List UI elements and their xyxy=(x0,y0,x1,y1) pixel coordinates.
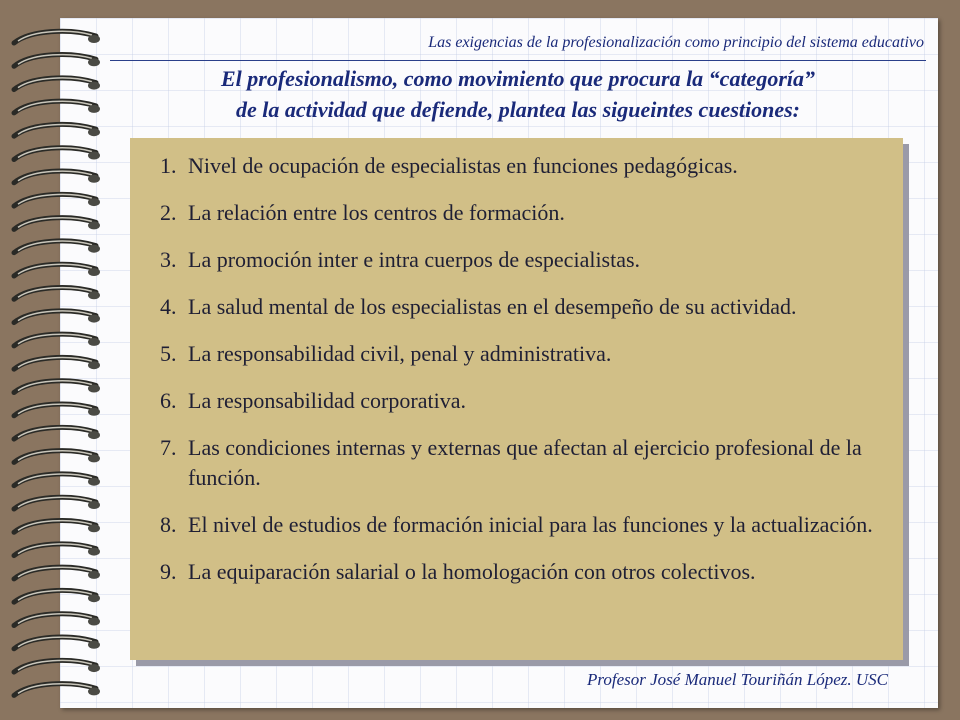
binding-hole xyxy=(88,664,100,672)
binding-hole xyxy=(88,687,100,695)
list-item xyxy=(160,510,900,540)
slide-title-line-2: de la actividad que defiende, plantea las sigueintes cuestiones: xyxy=(235,97,800,122)
binding-hole xyxy=(88,431,100,439)
binding-hole xyxy=(88,152,100,160)
list-item xyxy=(160,198,900,228)
list-item-number: 7. xyxy=(160,435,177,460)
author-footer: Profesor José Manuel Touriñán López. USC xyxy=(587,670,888,689)
list-item xyxy=(160,151,900,181)
binding-hole xyxy=(88,385,100,393)
binding-hole xyxy=(88,408,100,416)
binding-hole xyxy=(88,221,100,229)
binding-hole xyxy=(88,571,100,579)
list-item-text: La relación entre los centros de formación. xyxy=(188,200,565,225)
binding-hole xyxy=(88,524,100,532)
list-item-text: La responsabilidad corporativa. xyxy=(188,388,466,413)
binding-hole xyxy=(88,594,100,602)
list-item-number: 2. xyxy=(160,200,177,225)
binding-hole xyxy=(88,501,100,509)
list-item-text: La equiparación salarial o la homologación con otros colectivos. xyxy=(188,559,756,584)
binding-hole xyxy=(88,315,100,323)
list-item-number: 3. xyxy=(160,247,177,272)
list-item-text: Nivel de ocupación de especialistas en funciones pedagógicas. xyxy=(188,153,738,178)
list-item-number: 8. xyxy=(160,512,177,537)
binding-hole xyxy=(88,245,100,253)
list-item xyxy=(160,386,900,416)
list-item xyxy=(160,245,900,275)
binding-hole xyxy=(88,454,100,462)
binding-hole xyxy=(88,291,100,299)
binding-hole xyxy=(88,618,100,626)
list-item-number: 6. xyxy=(160,388,177,413)
binding-hole xyxy=(88,82,100,90)
binding-hole xyxy=(88,198,100,206)
binding-hole xyxy=(88,175,100,183)
binding-hole xyxy=(88,128,100,136)
list-item xyxy=(160,433,900,493)
binding-hole xyxy=(88,105,100,113)
list-item-text: Las condiciones internas y externas que afectan al ejercicio profesional de la función. xyxy=(188,435,862,490)
list-item-text: La promoción inter e intra cuerpos de especialistas. xyxy=(188,247,641,272)
list-item-number: 1. xyxy=(160,153,177,178)
binding-hole xyxy=(88,548,100,556)
binding-hole xyxy=(88,338,100,346)
binding-hole xyxy=(88,268,100,276)
list-item-number: 4. xyxy=(160,294,177,319)
list-item-text: La responsabilidad civil, penal y administrativa. xyxy=(188,341,612,366)
list-item-number: 9. xyxy=(160,559,177,584)
issues-list xyxy=(160,151,900,604)
binding-hole xyxy=(88,361,100,369)
binding-hole xyxy=(88,58,100,66)
list-item xyxy=(160,292,900,322)
slide-title-line-1: El profesionalismo, como movimiento que procura la “categoría” xyxy=(221,66,815,91)
slide-header: Las exigencias de la profesionalización como principio del sistema educativo xyxy=(428,34,924,51)
list-item xyxy=(160,339,900,369)
list-item-text: El nivel de estudios de formación inicial para las funciones y la actualización. xyxy=(188,512,873,537)
list-item xyxy=(160,557,900,587)
binding-hole xyxy=(88,35,100,43)
list-item-number: 5. xyxy=(160,341,177,366)
header-divider xyxy=(110,60,926,61)
list-item-text: La salud mental de los especialistas en el desempeño de su actividad. xyxy=(188,294,797,319)
binding-hole xyxy=(88,478,100,486)
spiral-binding-icon xyxy=(0,0,120,720)
binding-hole xyxy=(88,641,100,649)
